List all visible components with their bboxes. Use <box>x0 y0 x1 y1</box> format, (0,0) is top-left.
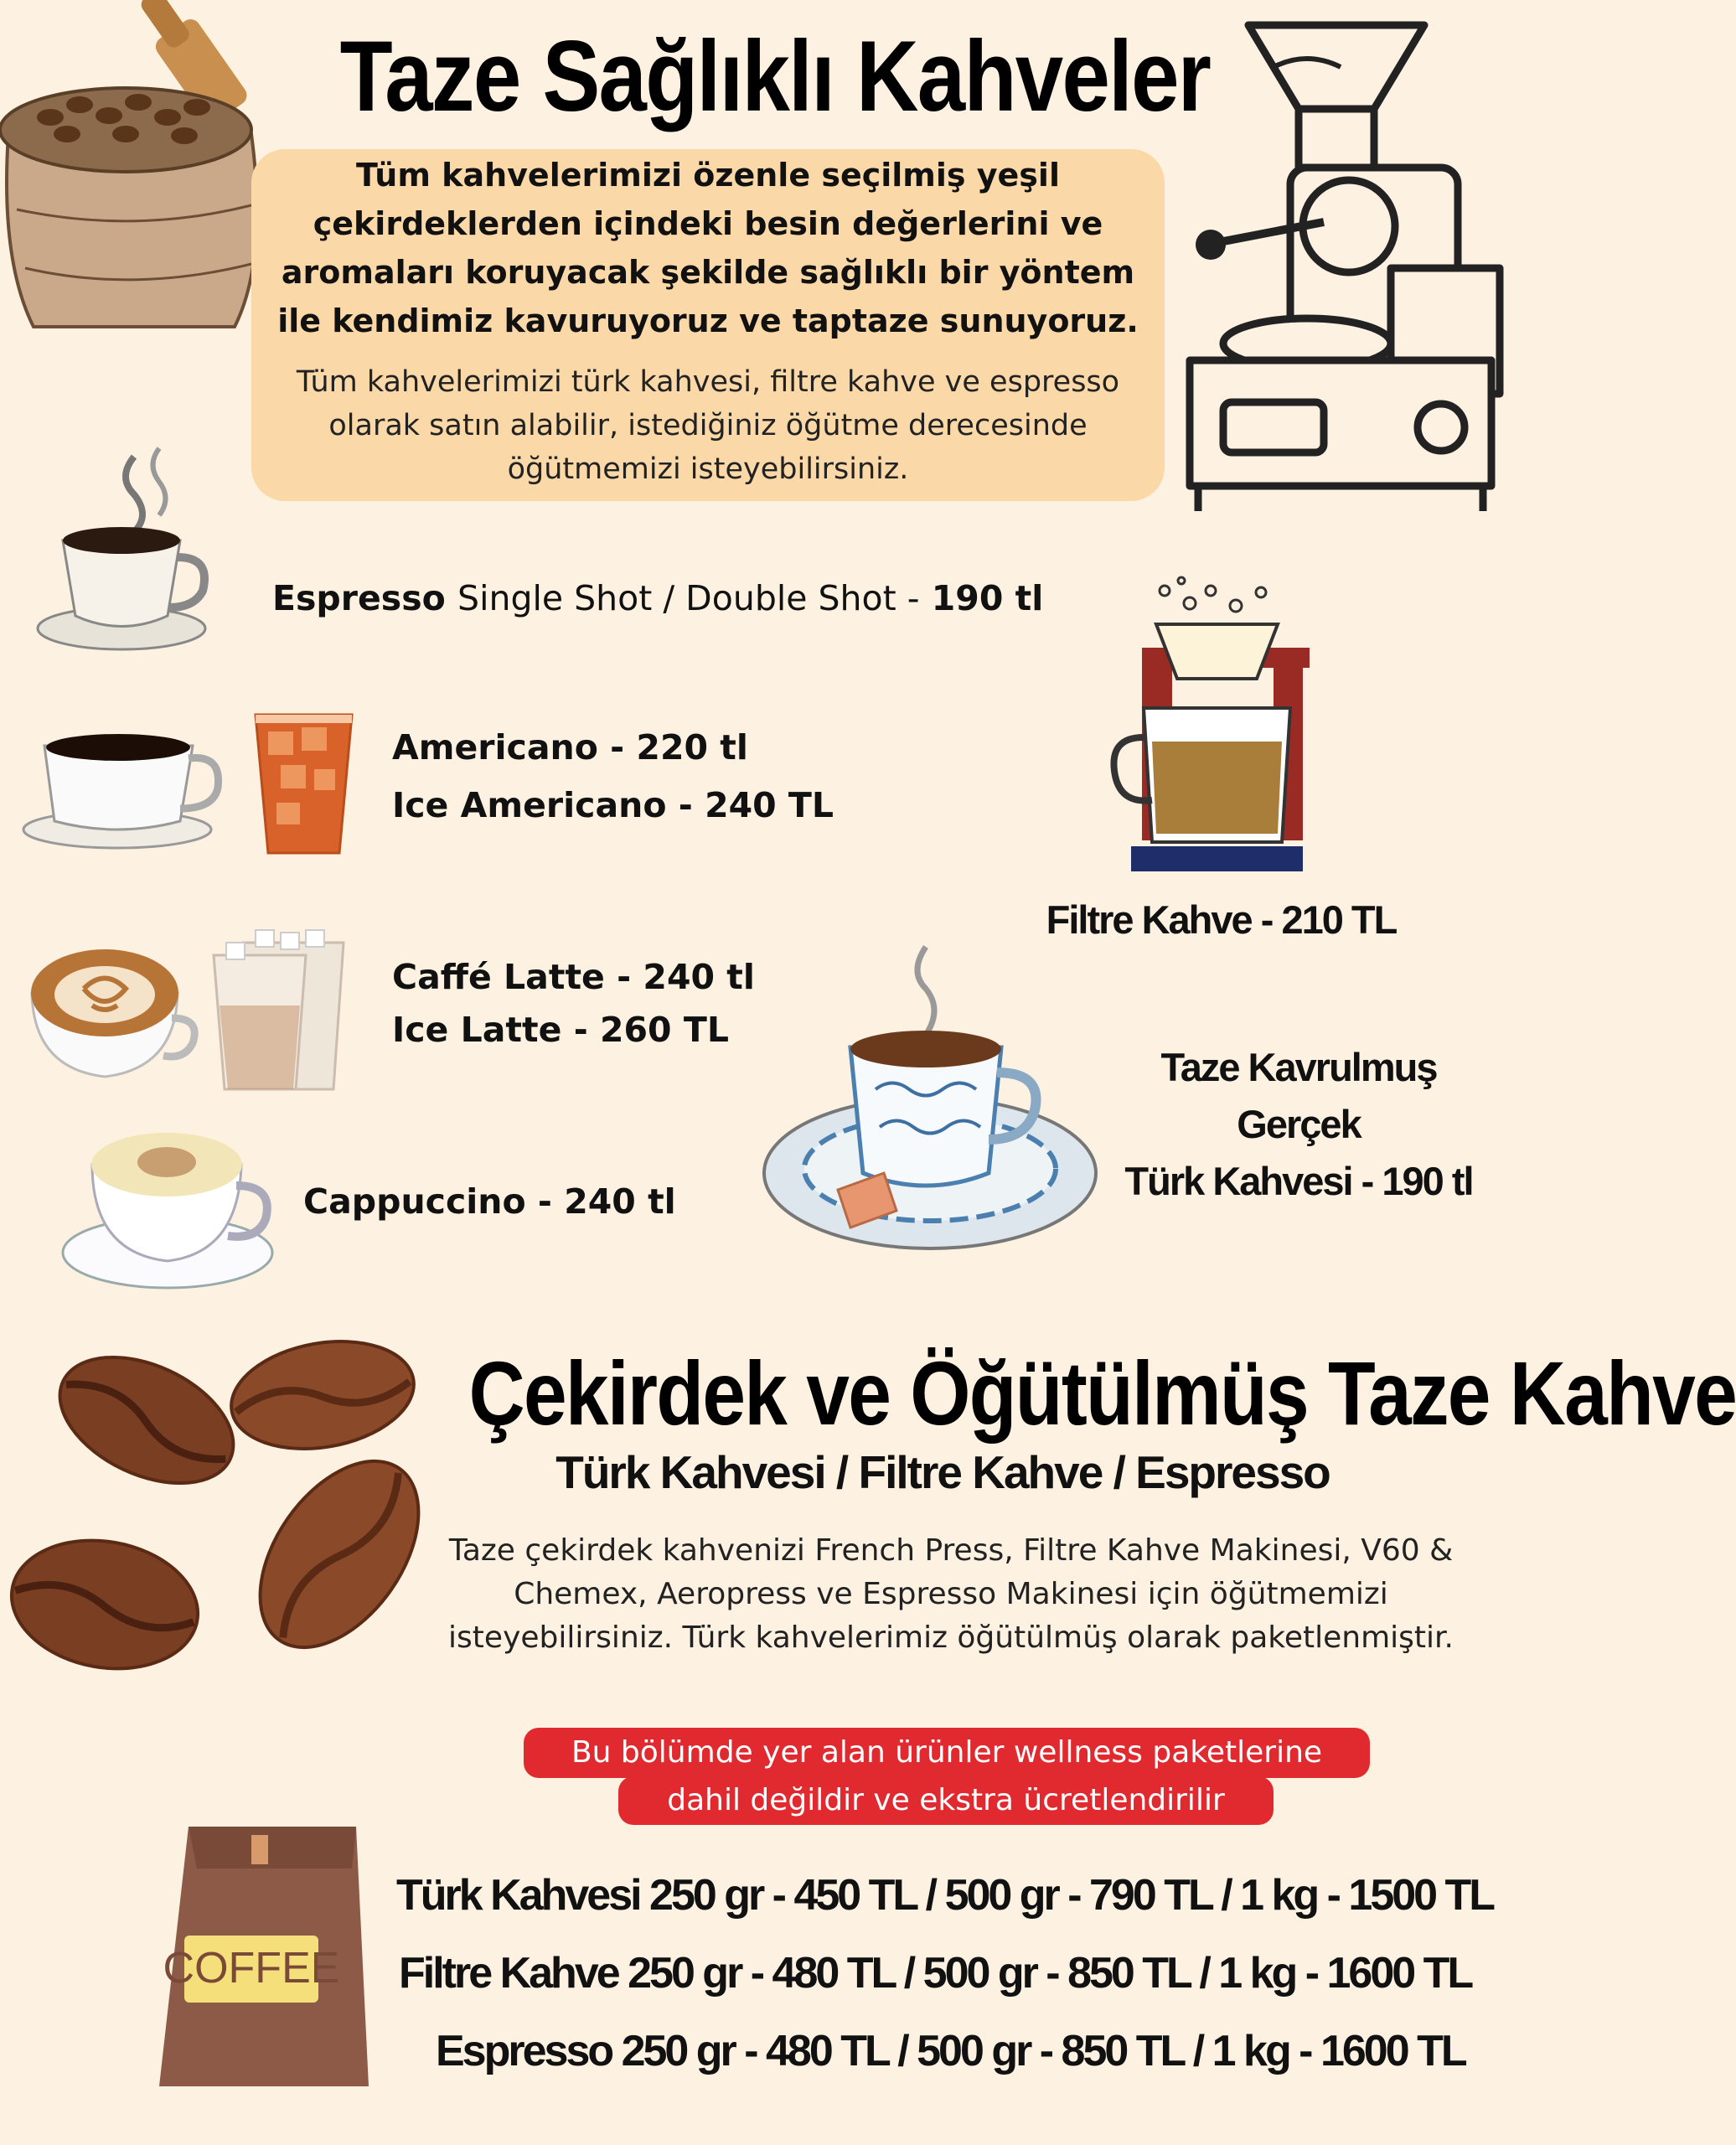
menu-item-cappuccino: Cappuccino - 240 tl <box>303 1181 676 1222</box>
intro-regular-text: Tüm kahvelerimizi türk kahvesi, filtre kahve ve espresso olarak satın alabilir, istediğiniz öğütme derecesinde öğütmemizi isteyebilirsiniz. <box>296 365 1120 486</box>
espresso-price: 190 tl <box>931 578 1044 618</box>
intro-bold-text: Tüm kahvelerimizi özenle seçilmiş yeşil çekirdeklerden içindeki besin değerlerini ve aromaları koruyacak şekilde sağlıklı bir yöntem ile kendimiz kavuruyoruz ve taptaze sunuyoruz. <box>277 157 1139 339</box>
coffee-beans-icon <box>4 1328 431 1705</box>
turkish-coffee-cup-icon <box>758 947 1110 1257</box>
coffee-sack-icon <box>0 8 276 344</box>
section-description: Taze çekirdek kahvenizi French Press, Filtre Kahve Makinesi, V60 & Chemex, Aeropress ve Espresso Makinesi için öğütmemizi isteyebilirsiniz. Türk kahvelerimiz öğütülmüş olarak paketlenmiştir. <box>448 1533 1454 1655</box>
espresso-detail: Single Shot / Double Shot - <box>457 578 920 618</box>
turk-kahvesi-line1: Taze Kavrulmuş <box>1160 1045 1437 1089</box>
menu-item-ice-latte: Ice Latte - 260 TL <box>392 1010 729 1050</box>
price-espresso: Espresso 250 gr - 480 TL / 500 gr - 850 TL / 1 kg - 1600 TL <box>436 2027 1465 2075</box>
americano-cup-icon <box>21 712 226 855</box>
latte-art-cup-icon <box>25 943 201 1085</box>
espresso-name: Espresso <box>272 578 446 618</box>
price-turk-kahvesi: Türk Kahvesi 250 gr - 450 TL / 500 gr - 790 TL / 1 kg - 1500 TL <box>396 1871 1494 1920</box>
section-title: Çekirdek ve Öğütülmüş Taze Kahve <box>468 1342 1736 1444</box>
filter-coffee-maker-icon <box>1102 574 1328 876</box>
coffee-roaster-icon <box>1173 17 1508 536</box>
section-subtitle: Türk Kahvesi / Filtre Kahve / Espresso <box>555 1446 1330 1498</box>
page-title: Taze Sağlıklı Kahveler <box>339 20 1211 132</box>
coffee-bag-label: COFFEE <box>163 1944 340 1993</box>
menu-item-filtre-kahve: Filtre Kahve - 210 TL <box>1046 897 1397 942</box>
notice-line-2: dahil değildir ve ekstra ücretlendirilir <box>618 1776 1274 1825</box>
iced-americano-icon <box>251 711 356 857</box>
iced-latte-icon <box>209 926 352 1093</box>
menu-item-caffe-latte: Caffé Latte - 240 tl <box>392 957 755 997</box>
espresso-cup-icon <box>34 440 235 658</box>
menu-item-ice-americano: Ice Americano - 240 TL <box>392 785 834 825</box>
turk-kahvesi-line2: Gerçek <box>1237 1102 1361 1146</box>
menu-item-espresso <box>272 578 1043 618</box>
menu-item-americano: Americano - 220 tl <box>392 727 748 768</box>
cappuccino-cup-icon <box>59 1119 285 1295</box>
price-filtre-kahve: Filtre Kahve 250 gr - 480 TL / 500 gr - 850 TL / 1 kg - 1600 TL <box>399 1949 1472 1998</box>
turk-kahvesi-line3: Türk Kahvesi - 190 tl <box>1124 1159 1473 1203</box>
notice-line-1: Bu bölümde yer alan ürünler wellness paketlerine <box>524 1728 1370 1778</box>
coffee-bag-icon <box>155 1818 385 2095</box>
